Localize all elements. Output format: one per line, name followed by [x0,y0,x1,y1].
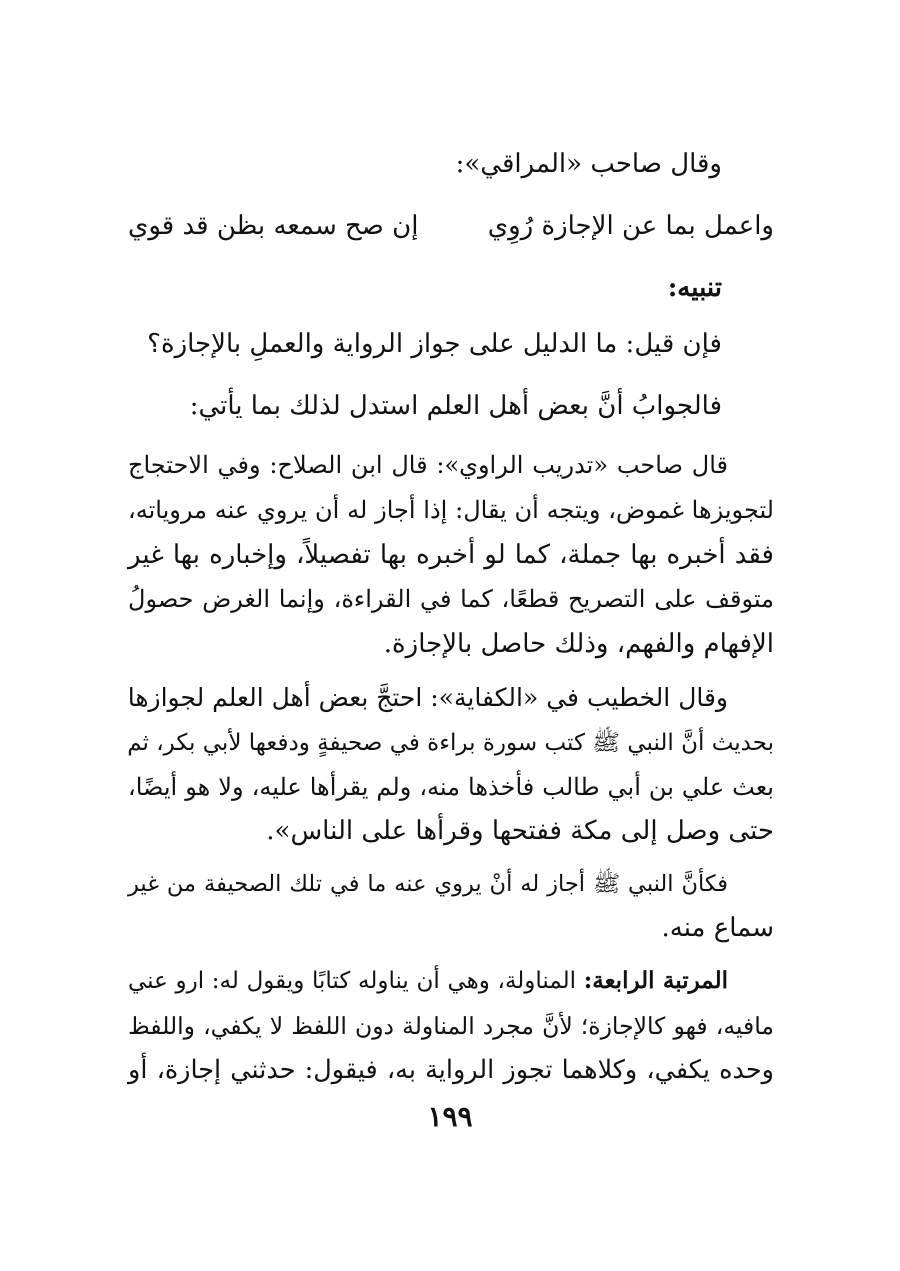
paragraph-line: متوقف على التصريح قطعًا، كما في القراءة، وإنما الغرض حصولُ [128,585,774,613]
paragraph-line: فكأنَّ النبي ﷺ أجاز له أنْ يروي عنه ما في تلك الصحيفة من غير [128,871,728,897]
paragraph-line: بحديث أنَّ النبي ﷺ كتب سورة براءة في صحيفةٍ ودفعها لأبي بكر، ثم [127,730,774,756]
paragraph-line: سماع منه. [661,913,774,943]
verse-hemistich-right: واعمل بما عن الإجازة رُوِي [487,211,774,241]
page-number: ١٩٩ [427,1100,473,1133]
poem-verse [128,206,774,246]
paragraph-line [128,963,774,999]
section-lead: المرتبة الرابعة: [583,967,728,994]
verse-hemistich-left: إن صح سمعه بظن قد قوي [128,211,419,241]
paragraph-line: مافيه، فهو كالإجازة؛ لأنَّ مجرد المناولة دون اللفظ لا يكفي، واللفظ [128,1012,774,1040]
paragraph-line: لتجويزها غموض، ويتجه أن يقال: إذا أجاز له أن يروي عنه مروياته، [128,496,774,524]
answer-line: فالجوابُ أنَّ بعض أهل العلم استدل لذلك بما يأتي: [189,391,722,421]
section-text: المناولة، وهي أن يناوله كتابًا ويقول له: ارو عني [128,968,584,994]
paragraph-line: وقال الخطيب في «الكفاية»: احتجَّ بعض أهل العلم لجوازها [127,683,728,712]
intro-line: وقال صاحب «المراقي»: [455,149,722,179]
paragraph-line: حتى وصل إلى مكة ففتحها وقرأها على الناس». [266,816,774,846]
paragraph-line: قال صاحب «تدريب الراوي»: قال ابن الصلاح: وفي الاحتجاج [128,451,728,479]
question-line: فإن قيل: ما الدليل على جواز الرواية والعملِ بالإجازة؟ [147,329,722,359]
document-page [128,0,774,1271]
paragraph-line: بعث علي بن أبي طالب فأخذها منه، ولم يقرأها عليه، ولا هو أيضًا، [128,773,774,801]
paragraph-line: فقد أخبره بها جملة، كما لو أخبره بها تفصيلاً، وإخباره بها غير [128,540,774,570]
paragraph-line: الإفهام والفهم، وذلك حاصل بالإجازة. [383,629,774,659]
notice-heading: تنبيه: [667,273,722,303]
paragraph-line: وحده يكفي، وكلاهما تجوز الرواية به، فيقول: حدثني إجازة، أو [128,1055,774,1085]
